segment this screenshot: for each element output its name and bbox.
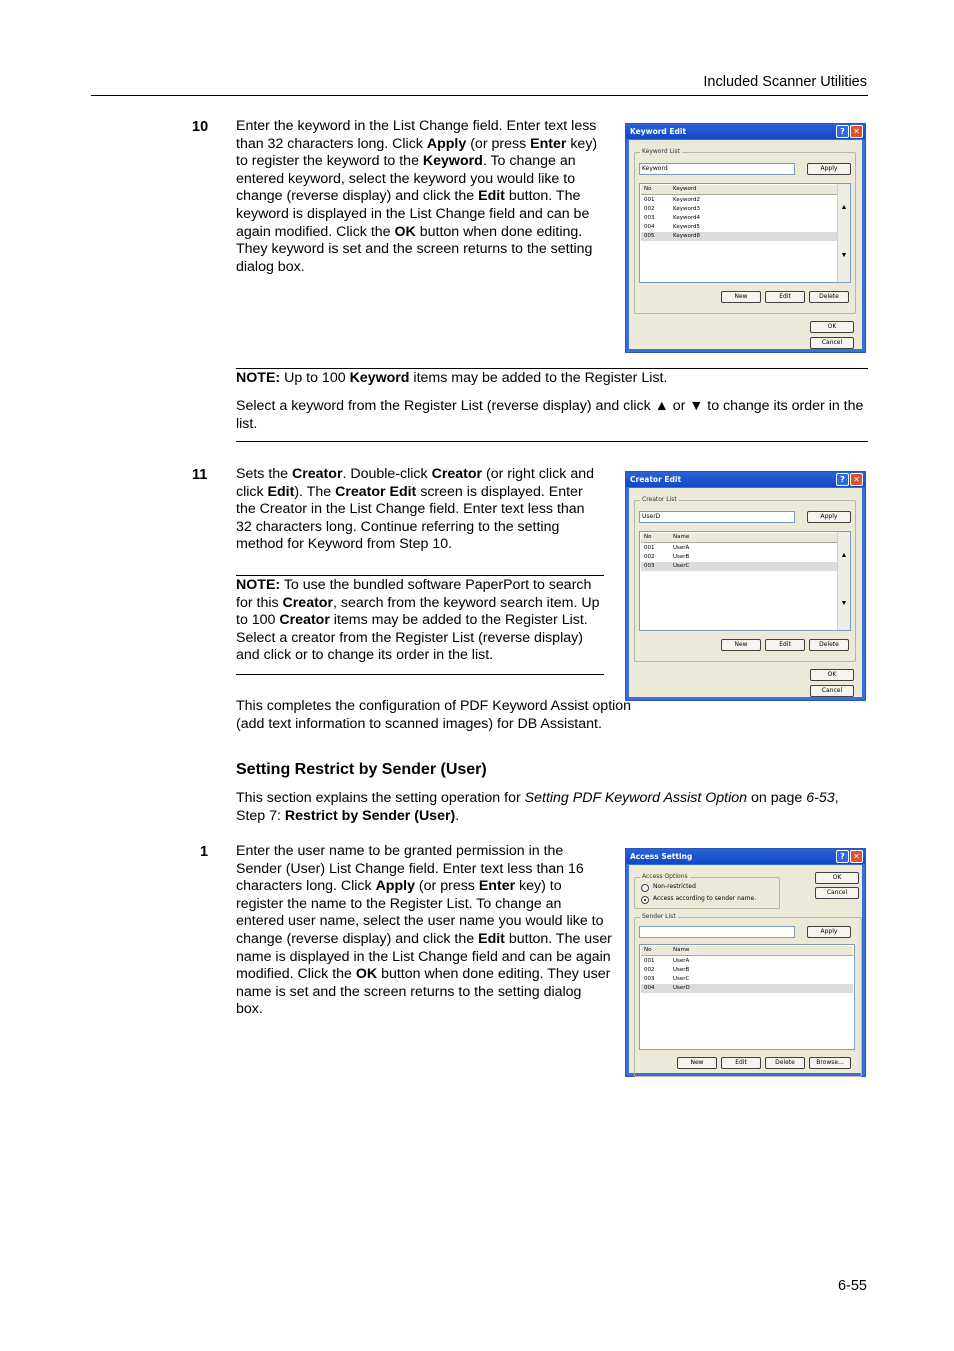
browse-button[interactable]: Browse... <box>809 1057 851 1069</box>
list-item-selected[interactable]: 004 UserD <box>641 984 853 993</box>
up-arrow-icon: ▲ <box>654 398 669 414</box>
section-heading: Setting Restrict by Sender (User) <box>236 761 487 778</box>
access-options-group: Access Options Non-restricted Access according to sender name. <box>634 877 780 909</box>
creator-list-group: Creator List UserD Apply No Name 001 UserA 002 UserB 003 UserC ▲ ▼ New Edit Delete <box>634 500 856 662</box>
apply-button[interactable]: Apply <box>807 926 851 938</box>
ok-button[interactable]: OK <box>810 321 854 333</box>
move-down-icon[interactable]: ▼ <box>840 252 848 259</box>
close-icon[interactable]: ✕ <box>850 850 863 863</box>
completion-text: This completes the configuration of PDF Keyword Assist option (add text information to scanned images) for DB Assistant. <box>236 698 632 732</box>
close-icon[interactable]: ✕ <box>850 473 863 486</box>
close-icon[interactable]: ✕ <box>850 125 863 138</box>
new-button[interactable]: New <box>721 291 761 303</box>
list-item[interactable]: 004 Keyword5 <box>644 224 700 230</box>
new-button[interactable]: New <box>721 639 761 651</box>
sender-name-radio[interactable] <box>641 896 649 904</box>
new-button[interactable]: New <box>677 1057 717 1069</box>
header-rule <box>91 95 868 96</box>
list-item-selected[interactable]: 003 UserC <box>641 562 837 571</box>
edit-button[interactable]: Edit <box>721 1057 761 1069</box>
help-icon[interactable]: ? <box>836 125 849 138</box>
scrollbar[interactable] <box>837 532 850 630</box>
cancel-button[interactable]: Cancel <box>810 337 854 349</box>
note-rule-bottom <box>236 674 604 675</box>
list-item[interactable]: 001 Keyword2 <box>644 197 700 203</box>
list-item[interactable]: 003 Keyword4 <box>644 215 700 221</box>
page-number: 6-55 <box>837 1278 867 1294</box>
list-item[interactable]: 001 UserA <box>644 545 690 551</box>
non-restricted-label: Non-restricted <box>653 883 696 890</box>
list-item[interactable]: 001 UserA <box>644 958 690 964</box>
apply-button[interactable]: Apply <box>807 511 851 523</box>
note-rule-bottom <box>236 441 868 442</box>
edit-button[interactable]: Edit <box>765 291 805 303</box>
keyword-list-group: Keyword List Keyword Apply No Keyword 001 Keyword2 002 Keyword3 003 Keyword4 004 Keyword5 005 Keyword8 ▲ ▼ New Edit Delete <box>634 152 856 314</box>
list-header: No Name <box>641 946 853 956</box>
list-header: No Keyword <box>641 185 837 195</box>
list-item-selected[interactable]: 005 Keyword8 <box>641 232 837 241</box>
list-item[interactable]: 003 UserC <box>644 976 690 982</box>
list-item[interactable]: 002 UserB <box>644 554 690 560</box>
list-header: No Name <box>641 533 837 543</box>
note-1-order: Select a keyword from the Register List (reverse display) and click ▲ or ▼ to change its order in the list. <box>236 398 864 432</box>
step-1-text: Enter the user name to be granted permission in the Sender (User) List Change field. Enter text less than 16 characters long. Click Apply (or press Enter key) to register the name to the Register List. To change an entered user name, select the user name you would like to change (reverse display) and click the Edit button. The user name is displayed in the List Change field and can be again modified. Click the OK button when done editing. They user name is set and the screen returns to the setting dialog box. <box>236 843 612 1018</box>
step-number: 10 <box>192 119 209 135</box>
help-icon[interactable]: ? <box>836 850 849 863</box>
dialog-title: Creator Edit ? ✕ <box>626 472 865 487</box>
dialog-title: Access Setting ? ✕ <box>626 849 865 864</box>
note-2: NOTE: To use the bundled software PaperPort to search for this Creator, search from the keyword search item. Up to 100 Creator items may be added to the Register List. Select a creator from the Register List (reverse display) and click or to change its order in the list. <box>236 577 600 664</box>
ok-button[interactable]: OK <box>810 669 854 681</box>
running-header: Included Scanner Utilities <box>703 74 867 90</box>
delete-button[interactable]: Delete <box>809 291 849 303</box>
creator-list[interactable] <box>639 531 851 631</box>
section-intro: This section explains the setting operation for Setting PDF Keyword Assist Option on page 6-53, Step 7: Restrict by Sender (User). <box>236 790 839 824</box>
cancel-button[interactable]: Cancel <box>810 685 854 697</box>
sender-input[interactable] <box>639 926 795 938</box>
note-1: NOTE: Up to 100 Keyword items may be added to the Register List. <box>236 370 668 386</box>
apply-button[interactable]: Apply <box>807 163 851 175</box>
note-rule-top <box>236 368 868 369</box>
move-down-icon[interactable]: ▼ <box>840 600 848 607</box>
move-up-icon[interactable]: ▲ <box>840 204 848 211</box>
step-11-text: Sets the Creator. Double-click Creator (or right click and click Edit). The Creator Edit screen is displayed. Enter the Creator in the List Change field. Enter text less than 32 characters long. Continue referring to the setting method for Keyword from Step 10. <box>236 466 595 553</box>
step-10-text: Enter the keyword in the List Change field. Enter text less than 32 characters long. Click Apply (or press Enter key) to register the keyword to the Keyword. To change an entered keyword, select the keyword you would like to change (reverse display) and click the Edit button. The keyword is displayed in the List Change field and can be again modified. Click the OK button when done editing. They keyword is set and the screen returns to the setting dialog box. <box>236 118 598 275</box>
scrollbar[interactable] <box>837 184 850 282</box>
creator-edit-dialog <box>625 471 866 701</box>
step-number: 11 <box>192 467 208 483</box>
step-number: 1 <box>200 844 209 860</box>
list-item[interactable]: 002 Keyword3 <box>644 206 700 212</box>
cancel-button[interactable]: Cancel <box>815 887 859 899</box>
edit-button[interactable]: Edit <box>765 639 805 651</box>
non-restricted-radio[interactable] <box>641 884 649 892</box>
sender-list[interactable] <box>639 944 855 1050</box>
creator-input[interactable]: UserD <box>639 511 795 523</box>
move-up-icon[interactable]: ▲ <box>840 552 848 559</box>
delete-button[interactable]: Delete <box>809 639 849 651</box>
list-item[interactable]: 002 UserB <box>644 967 690 973</box>
down-arrow-icon: ▼ <box>689 398 704 414</box>
access-setting-dialog <box>625 848 866 1077</box>
sender-list-group: Sender List Apply No Name 001 UserA 002 UserB 003 UserC 004 UserD New Edit Delete Browse... <box>634 917 862 1077</box>
delete-button[interactable]: Delete <box>765 1057 805 1069</box>
help-icon[interactable]: ? <box>836 473 849 486</box>
dialog-title: Keyword Edit ? ✕ <box>626 124 865 139</box>
ok-button[interactable]: OK <box>815 872 859 884</box>
keyword-list[interactable] <box>639 183 851 283</box>
keyword-edit-dialog <box>625 123 866 353</box>
sender-name-label: Access according to sender name. <box>653 895 757 902</box>
keyword-input[interactable]: Keyword <box>639 163 795 175</box>
note-rule-top <box>236 575 604 576</box>
